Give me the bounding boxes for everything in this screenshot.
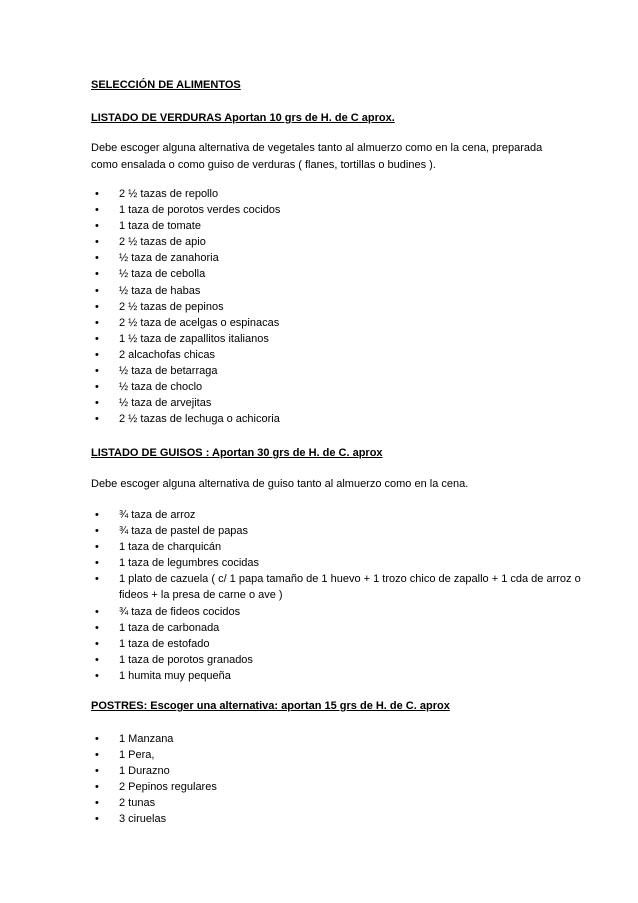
list-item xyxy=(0,250,638,266)
list-item xyxy=(0,636,638,652)
bullet-icon: • xyxy=(95,365,99,378)
bullet-icon: • xyxy=(95,669,99,682)
bullet-icon: • xyxy=(95,284,99,297)
section-heading-postres: POSTRES: Escoger una alternativa: aportan 15 grs de H. de C. aprox xyxy=(91,700,450,712)
list-item-text: 3 ciruelas xyxy=(119,813,167,826)
list-item xyxy=(0,283,638,299)
list-item-text: ¾ taza de fideos cocidos xyxy=(119,605,241,618)
list-item xyxy=(0,363,638,379)
bullet-icon: • xyxy=(95,621,99,634)
list-item-text: ½ taza de zanahoria xyxy=(119,252,219,265)
list-item xyxy=(0,779,638,795)
list-item xyxy=(0,668,638,684)
list-item xyxy=(0,315,638,331)
list-item xyxy=(0,652,638,668)
bullet-icon: • xyxy=(95,252,99,265)
list-item-text: ½ taza de arvejitas xyxy=(119,397,212,410)
document-title: SELECCIÓN DE ALIMENTOS xyxy=(91,79,241,91)
bullet-icon: • xyxy=(95,765,99,778)
bullet-icon: • xyxy=(95,637,99,650)
list-item-text: 1 taza de tomate xyxy=(119,220,201,233)
bullet-icon: • xyxy=(95,781,99,794)
section-description-guisos: Debe escoger alguna alternativa de guiso tanto al almuerzo como en la cena. xyxy=(91,478,469,490)
bullet-icon: • xyxy=(95,573,99,586)
list-item-text: 2 tunas xyxy=(119,797,156,810)
list-item-text: 2 Pepinos regulares xyxy=(119,781,217,794)
food-list-postres xyxy=(0,731,638,828)
list-item-text: ½ taza de betarraga xyxy=(119,365,218,378)
list-item xyxy=(0,571,638,603)
list-item xyxy=(0,731,638,747)
list-item xyxy=(0,763,638,779)
list-item-text: 1 Pera, xyxy=(119,749,155,762)
bullet-icon: • xyxy=(95,413,99,426)
list-item xyxy=(0,539,638,555)
list-item xyxy=(0,620,638,636)
list-item-text: 1 taza de legumbres cocidas xyxy=(119,557,260,570)
bullet-icon: • xyxy=(95,316,99,329)
list-item-text: 1 taza de estofado xyxy=(119,637,210,650)
list-item xyxy=(0,507,638,523)
list-item xyxy=(0,811,638,827)
bullet-icon: • xyxy=(95,813,99,826)
bullet-icon: • xyxy=(95,381,99,394)
list-item-text: 2 ½ taza de acelgas o espinacas xyxy=(119,316,280,329)
section-description-verduras: Debe escoger alguna alternativa de vegetales tanto al almuerzo como en la cena, preparada como ensalada o como guiso de verduras ( flanes, tortillas o budines ). xyxy=(91,142,543,171)
list-item xyxy=(0,555,638,571)
list-item-text: ½ taza de habas xyxy=(119,284,201,297)
list-item-text: 1 taza de porotos verdes cocidos xyxy=(119,204,281,217)
list-item-text: 1 Manzana xyxy=(119,733,174,745)
bullet-icon: • xyxy=(95,348,99,361)
list-item-text: 1 ½ taza de zapallitos italianos xyxy=(119,332,269,345)
list-item xyxy=(0,411,638,427)
list-item-text: 2 alcachofas chicas xyxy=(119,348,215,361)
list-item-text: 1 plato de cazuela ( c/ 1 papa tamaño de 1 huevo + 1 trozo chico de zapallo + 1 cda de arroz o fideos + la presa de carne o ave ) xyxy=(119,573,581,602)
bullet-icon: • xyxy=(95,749,99,762)
list-item-text: 2 ½ tazas de apio xyxy=(119,236,206,249)
list-item-text: ¾ taza de pastel de papas xyxy=(119,525,249,538)
bullet-icon: • xyxy=(95,509,99,521)
bullet-icon: • xyxy=(95,220,99,233)
bullet-icon: • xyxy=(95,188,99,200)
list-item xyxy=(0,523,638,539)
bullet-icon: • xyxy=(95,605,99,618)
bullet-icon: • xyxy=(95,733,99,745)
bullet-icon: • xyxy=(95,236,99,249)
list-item xyxy=(0,234,638,250)
list-item-text: 2 ½ tazas de lechuga o achicoria xyxy=(119,413,280,426)
list-item-text: 2 ½ tazas de repollo xyxy=(119,188,219,200)
list-item-text: 1 taza de carbonada xyxy=(119,621,220,634)
list-item xyxy=(0,747,638,763)
food-list-guisos xyxy=(0,507,638,684)
section-heading-verduras: LISTADO DE VERDURAS Aportan 10 grs de H. de C aprox. xyxy=(91,112,395,124)
food-list-verduras xyxy=(0,186,638,427)
bullet-icon: • xyxy=(95,397,99,410)
list-item-text: 1 Durazno xyxy=(119,765,170,778)
list-item xyxy=(0,331,638,347)
list-item-text: 1 taza de charquicán xyxy=(119,541,222,554)
bullet-icon: • xyxy=(95,525,99,538)
list-item xyxy=(0,395,638,411)
list-item-text: ¾ taza de arroz xyxy=(119,509,196,521)
list-item xyxy=(0,347,638,363)
bullet-icon: • xyxy=(95,541,99,554)
list-item xyxy=(0,202,638,218)
bullet-icon: • xyxy=(95,557,99,570)
list-item-text: 2 ½ tazas de pepinos xyxy=(119,300,224,313)
list-item-text: ½ taza de cebolla xyxy=(119,268,206,281)
list-item xyxy=(0,266,638,282)
bullet-icon: • xyxy=(95,797,99,810)
list-item xyxy=(0,299,638,315)
list-item-text: ½ taza de choclo xyxy=(119,381,203,394)
list-item xyxy=(0,604,638,620)
list-item xyxy=(0,186,638,202)
bullet-icon: • xyxy=(95,332,99,345)
bullet-icon: • xyxy=(95,653,99,666)
section-heading-guisos: LISTADO DE GUISOS : Aportan 30 grs de H. de C. aprox xyxy=(91,447,383,459)
list-item-text: 1 taza de porotos granados xyxy=(119,653,253,666)
bullet-icon: • xyxy=(95,300,99,313)
list-item xyxy=(0,379,638,395)
bullet-icon: • xyxy=(95,268,99,281)
list-item xyxy=(0,795,638,811)
list-item xyxy=(0,218,638,234)
list-item-text: 1 humita muy pequeña xyxy=(119,669,231,682)
bullet-icon: • xyxy=(95,204,99,217)
